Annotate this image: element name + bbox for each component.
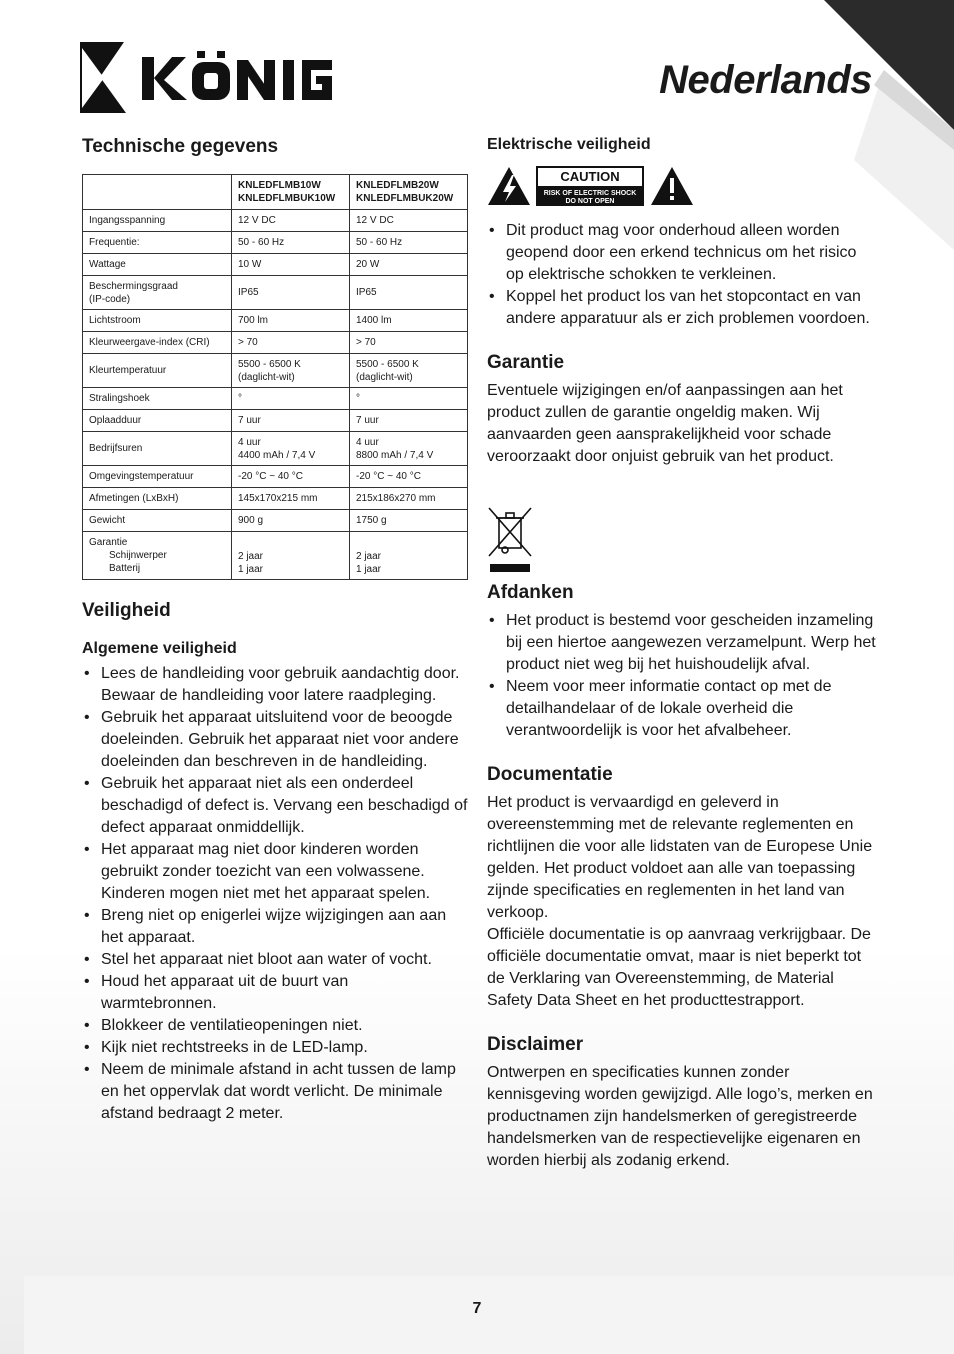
electrical-safety-list — [487, 220, 877, 330]
table-row — [83, 432, 468, 466]
spec-value: 215x186x270 mm — [350, 488, 468, 510]
exclamation-warning-icon — [650, 166, 694, 206]
documentation-heading: Documentatie — [487, 764, 613, 785]
spec-header-model-20w: KNLEDFLMB20W KNLEDFLMBUK20W — [350, 175, 468, 210]
spec-header-row — [83, 175, 468, 210]
spec-value: 5500 - 6500 K (daglicht-wit) — [232, 354, 350, 388]
spec-value: > 70 — [232, 332, 350, 354]
konig-logo-mark — [80, 42, 335, 114]
table-row — [83, 488, 468, 510]
list-item: • Stel het apparaat niet bloot aan water of vocht. — [82, 949, 468, 971]
spec-value: 10 W — [232, 254, 350, 276]
warranty-values-10w — [232, 532, 350, 580]
list-item: • Lees de handleiding voor gebruik aandachtig door. Bewaar de handleiding voor latere raadpleging. — [82, 663, 468, 707]
general-safety-list — [82, 663, 468, 1125]
left-column — [82, 136, 468, 1125]
list-item: • Het product is bestemd voor gescheiden inzameling bij een hiertoe aangewezen verzamelpunt. Werp het product niet weg bij het huishoudelijk afval. — [487, 610, 877, 676]
warranty-value: 1 jaar — [356, 564, 382, 575]
list-item: • Het apparaat mag niet door kinderen worden gebruikt zonder toezicht van een volwassene. Kinderen mogen niet met het apparaat spelen. — [82, 839, 468, 905]
warranty-text: Eventuele wijzigingen en/of aanpassingen aan het product zullen de garantie ongeldig maken. Wij aanvaarden geen aansprakelijkheid voor schade veroorzaakt door onjuist gebruik van het product. — [487, 382, 843, 465]
safety-heading: Veiligheid — [82, 600, 171, 621]
list-item: • Blokkeer de ventilatieopeningen niet. — [82, 1015, 468, 1037]
table-row — [83, 410, 468, 432]
list-item: • Koppel het product los van het stopcontact en van andere apparatuur als er zich problemen voordoen. — [487, 286, 877, 330]
warranty-label-cell — [83, 532, 232, 580]
spec-value: 145x170x215 mm — [232, 488, 350, 510]
spec-value: 4 uur 8800 mAh / 7,4 V — [350, 432, 468, 466]
spec-label: Beschermingsgraad (IP-code) — [83, 276, 232, 310]
spec-value: 20 W — [350, 254, 468, 276]
spec-value: -20 °C ~ 40 °C — [350, 466, 468, 488]
spec-label: Lichtstroom — [83, 310, 232, 332]
spec-label: Gewicht — [83, 510, 232, 532]
warranty-value: 2 jaar — [356, 551, 382, 562]
right-column — [487, 136, 877, 1172]
spec-value: 5500 - 6500 K (daglicht-wit) — [350, 354, 468, 388]
warranty-value: 1 jaar — [238, 564, 264, 575]
spec-value: -20 °C ~ 40 °C — [232, 466, 350, 488]
list-item: • Kijk niet rechtstreeks in de LED-lamp. — [82, 1037, 468, 1059]
spec-table — [82, 174, 468, 580]
spec-label: Ingangsspanning — [83, 210, 232, 232]
spec-value: > 70 — [350, 332, 468, 354]
documentation-paragraph-2: Officiële documentatie is op aanvraag verkrijgbaar. De officiële documentatie omvat, maar is niet beperkt tot de Verklaring van Overeenstemming, de Material Safety Data Sheet en het producttestrapport. — [487, 926, 871, 1009]
table-row — [83, 332, 468, 354]
spec-label: Stralingshoek — [83, 388, 232, 410]
spec-value: 7 uur — [350, 410, 468, 432]
spec-label: Wattage — [83, 254, 232, 276]
spec-value: 50 - 60 Hz — [350, 232, 468, 254]
spec-value: 4 uur 4400 mAh / 7,4 V — [232, 432, 350, 466]
electrical-safety-heading: Elektrische veiligheid — [487, 136, 651, 153]
spec-value: 12 V DC — [232, 210, 350, 232]
warranty-value: 2 jaar — [238, 551, 264, 562]
list-item: • Houd het apparaat uit de buurt van warmtebronnen. — [82, 971, 468, 1015]
list-item: • Breng niet op enigerlei wijze wijzigingen aan aan het apparaat. — [82, 905, 468, 949]
electric-shock-warning-icon — [487, 166, 531, 206]
language-title: Nederlands — [659, 58, 872, 102]
documentation-paragraph-1: Het product is vervaardigd en geleverd in overeenstemming met de relevante reglementen en richtlijnen die voor alle lidstaten van de Europese Unie gelden. Het product voldoet aan alle van toepassing zijnde specificaties en reglementen in het land van verkoop. — [487, 794, 873, 921]
general-safety-heading: Algemene veiligheid — [82, 640, 237, 657]
spec-label: Kleurweergave-index (CRI) — [83, 332, 232, 354]
technical-data-heading: Technische gegevens — [82, 136, 279, 157]
caution-label — [487, 166, 877, 206]
warranty-sub-battery: Batterij — [109, 563, 141, 574]
list-item: • Gebruik het apparaat niet als een onderdeel beschadigd of defect is. Vervang een beschadigd of defect apparaat onmiddellijk. — [82, 773, 468, 839]
spec-value: 7 uur — [232, 410, 350, 432]
warranty-heading: Garantie — [487, 352, 565, 373]
caution-title: CAUTION — [538, 168, 642, 188]
table-row — [83, 466, 468, 488]
spec-value: ° — [232, 388, 350, 410]
spec-value: 1750 g — [350, 510, 468, 532]
spec-label: Kleurtemperatuur — [83, 354, 232, 388]
table-row — [83, 232, 468, 254]
spec-value: IP65 — [232, 276, 350, 310]
disclaimer-heading: Disclaimer — [487, 1034, 584, 1055]
spec-label: Omgevingstemperatuur — [83, 466, 232, 488]
warranty-sub-floodlight: Schijnwerper — [109, 550, 167, 561]
caution-box — [536, 166, 644, 206]
table-row — [83, 276, 468, 310]
list-item: • Neem voor meer informatie contact op met de detailhandelaar of de lokale overheid die verantwoordelijk is voor het afvalbeheer. — [487, 676, 877, 742]
list-item: • Dit product mag voor onderhoud alleen worden geopend door een erkend technicus om het risico op elektrische schokken te verkleinen. — [487, 220, 877, 286]
spec-header-model-10w: KNLEDFLMB10W KNLEDFLMBUK10W — [232, 175, 350, 210]
spec-value: 12 V DC — [350, 210, 468, 232]
list-item: • Gebruik het apparaat uitsluitend voor de beoogde doeleinden. Gebruik het apparaat niet voor andere doeleinden dan beschreven in de handleiding. — [82, 707, 468, 773]
spec-value: 1400 lm — [350, 310, 468, 332]
spec-value: 50 - 60 Hz — [232, 232, 350, 254]
weee-crossed-bin-icon — [487, 506, 533, 574]
warranty-values-20w — [350, 532, 468, 580]
table-row — [83, 354, 468, 388]
table-row — [83, 388, 468, 410]
table-row — [83, 210, 468, 232]
spec-label: Oplaadduur — [83, 410, 232, 432]
spec-header-blank — [83, 175, 232, 210]
spec-value: 700 lm — [232, 310, 350, 332]
caution-subtitle: RISK OF ELECTRIC SHOCK DO NOT OPEN — [538, 188, 642, 206]
spec-label: Bedrijfsuren — [83, 432, 232, 466]
page-number: 7 — [472, 1300, 482, 1317]
warranty-label: Garantie — [89, 537, 128, 548]
konig-logo — [80, 42, 335, 119]
spec-value: IP65 — [350, 276, 468, 310]
disposal-heading: Afdanken — [487, 582, 574, 603]
table-row — [83, 510, 468, 532]
spec-label: Frequentie: — [83, 232, 232, 254]
table-row — [83, 254, 468, 276]
spec-value: 900 g — [232, 510, 350, 532]
disposal-list — [487, 610, 877, 742]
warranty-row — [83, 532, 468, 580]
table-row — [83, 310, 468, 332]
spec-value: ° — [350, 388, 468, 410]
disclaimer-text: Ontwerpen en specificaties kunnen zonder kennisgeving worden gewijzigd. Alle logo’s, merken en productnamen zijn handelsmerken of geregistreerde handelsmerken van de respectievelijke eigenaren en worden hierbij als zodanig erkend. — [487, 1064, 873, 1169]
list-item: • Neem de minimale afstand in acht tussen de lamp en het oppervlak dat wordt verlicht. De minimale afstand bedraagt 2 meter. — [82, 1059, 468, 1125]
spec-label: Afmetingen (LxBxH) — [83, 488, 232, 510]
